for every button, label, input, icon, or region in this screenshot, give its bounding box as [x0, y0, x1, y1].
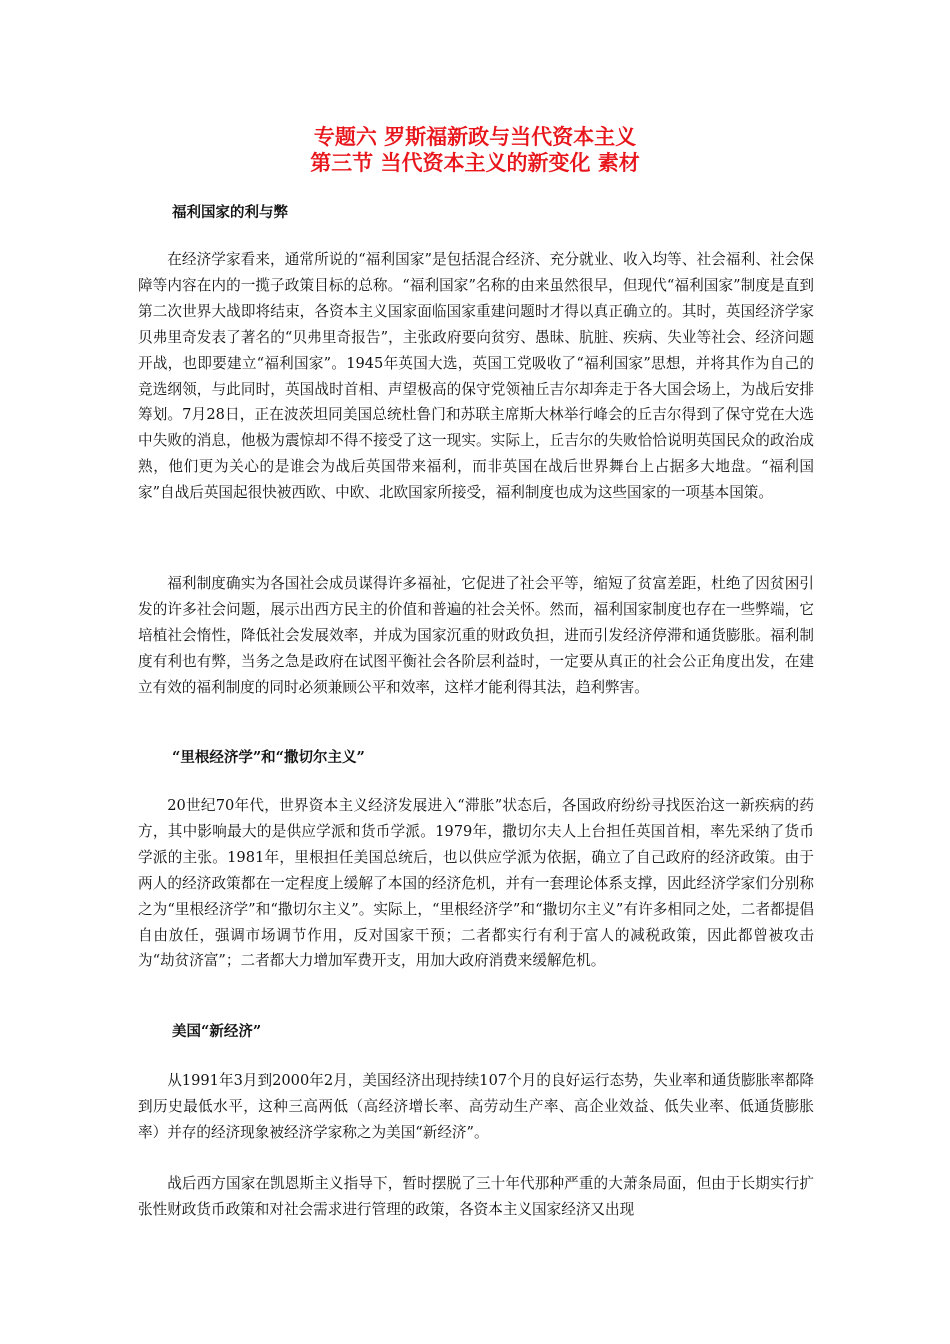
- paragraph: 从1991年3月到2000年2月，美国经济出现持续107个月的良好运行态势，失业率和通货膨胀率都降到历史最低水平，这种三高两低（高经济增长率、高劳动生产率、高企业效益、低失业率、低通货膨胀率）并存的经济现象被经济学家称之为美国“新经济”。: [138, 1072, 814, 1141]
- section-heading-reaganomics-thatcherism: “里根经济学”和“撒切尔主义”: [172, 749, 365, 766]
- document-title: 专题六 罗斯福新政与当代资本主义: [313, 124, 637, 149]
- section-heading-welfare-state: 福利国家的利与弊: [172, 204, 288, 221]
- paragraph: 战后西方国家在凯恩斯主义指导下，暂时摆脱了三十年代那种严重的大萧条局面，但由于长期实行扩张性财政货币政策和对社会需求进行管理的政策，各资本主义国家经济又出现: [138, 1175, 814, 1218]
- paragraph: 福利制度确实为各国社会成员谋得许多福祉，它促进了社会平等，缩短了贫富差距，杜绝了因贫困引发的许多社会问题，展示出西方民主的价值和普遍的社会关怀。然而，福利国家制度也存在一些弊端，它培植社会惰性，降低社会发展效率，并成为国家沉重的财政负担，进而引发经济停滞和通货膨胀。福利制度有利也有弊，当务之急是政府在试图平衡社会各阶层利益时，一定要从真正的社会公正角度出发，在建立有效的福利制度的同时必须兼顾公平和效率，这样才能利得其法，趋利弊害。: [138, 575, 814, 696]
- document-subtitle: 第三节 当代资本主义的新变化 素材: [310, 150, 640, 175]
- section-heading-new-economy: 美国“新经济”: [172, 1023, 262, 1040]
- paragraph: 在经济学家看来，通常所说的“福利国家”是包括混合经济、充分就业、收入均等、社会福利、社会保障等内容在内的一揽子政策目标的总称。“福利国家”名称的由来虽然很早，但现代“福利国家”制度是直到第二次世界大战即将结束，各资本主义国家面临国家重建问题时才得以真正确立的。其时，英国经济学家贝弗里奇发表了著名的“贝弗里奇报告”，主张政府要向贫穷、愚昧、肮脏、疾病、失业等社会、经济问题开战，也即要建立“福利国家”。1945年英国大选，英国工党吸收了“福利国家”思想，并将其作为自己的竞选纲领，与此同时，英国战时首相、声望极高的保守党领袖丘吉尔却奔走于各大国会场上，为战后安排筹划。7月28日，正在波茨坦同美国总统杜鲁门和苏联主席斯大林举行峰会的丘吉尔得到了保守党在大选中失败的消息，他极为震惊却不得不接受了这一现实。实际上，丘吉尔的失败恰恰说明英国民众的政治成熟，他们更为关心的是谁会为战后英国带来福利，而非英国在战后世界舞台上占据多大地盘。“福利国家”自战后英国起很快被西欧、中欧、北欧国家所接受，福利制度也成为这些国家的一项基本国策。: [138, 251, 814, 502]
- paragraph: 20世纪70年代，世界资本主义经济发展进入“滞胀”状态后，各国政府纷纷寻找医治这一新疾病的药方，其中影响最大的是供应学派和货币学派。1979年，撒切尔夫人上台担任英国首相，率先采纳了货币学派的主张。1981年，里根担任美国总统后，也以供应学派为依据，确立了自己政府的经济政策。由于两人的经济政策都在一定程度上缓解了本国的经济危机，并有一套理论体系支撑，因此经济学家们分别称之为“里根经济学”和“撒切尔主义”。实际上，“里根经济学”和“撒切尔主义”有许多相同之处，二者都提倡自由放任，强调市场调节作用，反对国家干预；二者都实行有利于富人的减税政策，因此都曾被攻击为“劫贫济富”；二者都大力增加军费开支，用加大政府消费来缓解危机。: [138, 797, 814, 970]
